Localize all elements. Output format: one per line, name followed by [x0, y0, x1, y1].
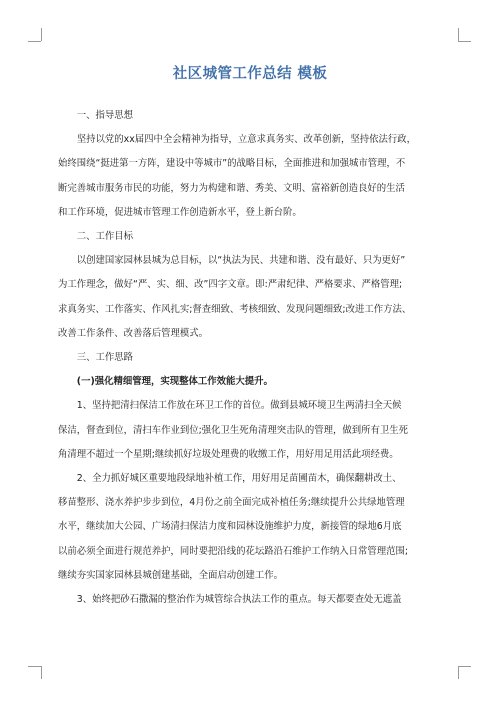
paragraph-line: 为工作理念，做好“严、实、细、改”四字文章。即:严肃纪律、严格要求、严格管理; [58, 279, 403, 291]
paragraph-line: 继续夯实国家园林县城创建基础，全面启动创建工作。 [58, 569, 284, 581]
paragraph-line: 2、全力抓好城区重要地段绿地补植工作，用好用足苗圃苗木，确保翻耕改土、 [76, 473, 402, 485]
paragraph-line: 求真务实、工作落实、作风扎实;督查细致、考核细致、发现问题细致;改进工作方法、 [58, 303, 412, 315]
document-title: 社区城管工作总结 模板 [172, 66, 328, 82]
paragraph-line: 保洁，督查到位，清扫车作业到位;强化卫生死角清理突击队的管理，做到所有卫生死 [58, 424, 409, 436]
paragraph-line: 以前必须全面进行规范养护，同时要把沿线的花坛路沿石维护工作纳入日常管理范围; [58, 545, 409, 557]
paragraph-line: 坚持以党的xx届四中全会精神为指导，立意求真务实、改革创新，坚持依法行政， [76, 134, 417, 146]
paragraph-line: 始终围绕“挺进第一方阵，建设中等城市”的战略目标，全面推进和加强城市管理，不 [58, 158, 406, 170]
section-heading: 一、指导思想 [76, 110, 134, 121]
paragraph-line: 和工作环境，促进城市管理工作创造新水平，登上新台阶。 [58, 206, 302, 218]
paragraph-line: 3、始终把砂石撒漏的整治作为城管综合执法工作的重点。每天都要查处无遮盖 [76, 594, 402, 606]
subsection-heading: (一)强化精细管理，实现整体工作效能大提升。 [76, 376, 273, 388]
paragraph-line: 水平，继续加大公园、广场清扫保洁力度和园林设施维护力度，新接管的绿地6月底 [58, 521, 402, 533]
crop-mark [458, 28, 459, 41]
paragraph-line: 改善工作条件、改善落后管理模式。 [58, 327, 209, 339]
paragraph-line: 角清理不超过一个星期;继续抓好垃圾处理费的收缴工作，用好用足用活此项经费。 [58, 448, 399, 460]
crop-mark [41, 666, 42, 679]
crop-mark [41, 28, 42, 41]
crop-mark [28, 666, 41, 667]
section-heading: 二、工作目标 [76, 231, 134, 243]
paragraph-line: 移苗整形、浇水养护步步到位，4月份之前全面完成补植任务;继续提升公共绿地管理 [58, 497, 405, 509]
crop-mark [28, 41, 41, 42]
paragraph-line: 以创建国家园林县城为总目标，以“执法为民、共建和谐、没有最好、只为更好” [76, 255, 406, 267]
paragraph-line: 断完善城市服务市民的功能，努力为构建和谐、秀美、文明、富裕新创造良好的生活 [58, 182, 405, 194]
crop-mark [458, 41, 471, 42]
document-body [58, 104, 444, 612]
crop-mark [458, 666, 471, 667]
section-heading: 三、工作思路 [76, 352, 134, 364]
paragraph-line: 1、坚持把清扫保洁工作放在环卫工作的首位。做到县城环境卫生两清扫全天候 [76, 400, 402, 412]
crop-mark [458, 666, 459, 679]
